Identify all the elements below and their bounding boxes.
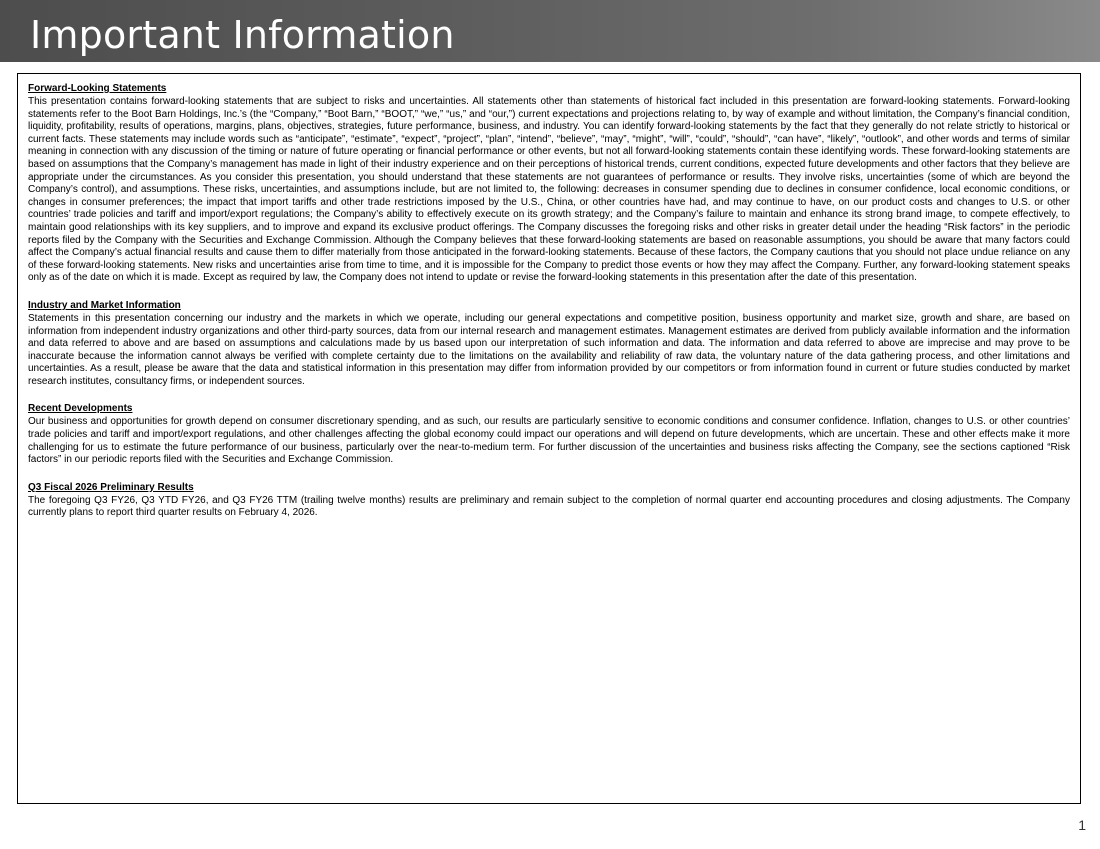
section-body: Our business and opportunities for growth depend on consumer discretionary spending, and as such, our results are particularly sensitive to economic conditions and consumer confidence. Inflation, changes to U.S. or other countries’ trade policies and tariff and import/export regulations, and other challenges affecting the global economy could impact our operations and will depend on future developments, which are uncertain. These and other effects make it more challenging for us to estimate the future performance of our business, particularly over the near-to-medium term. For further discussion of the uncertainties and business risks affecting the Company, see the sections captioned “Risk factors” in our periodic reports filed with the Securities and Exchange Commission.: [28, 416, 1070, 466]
section-body: Statements in this presentation concerning our industry and the markets in which we operate, including our general expectations and competitive position, business opportunity and market size, growth and share, are based on information from independent industry organizations and other third-party sources, data from our internal research and management estimates. Management estimates are derived from publicly available information and the information and data referred to above and are based on assumptions and calculations made by us based upon our interpretation of such information and data. The information and data referred to above are imprecise and may prove to be inaccurate because the information cannot always be verified with complete certainty due to the limitations on the availability and reliability of raw data, the voluntary nature of the data gathering process, and other limitations and uncertainties. As a result, please be aware that the data and statistical information in this presentation may differ from information provided by our competitors or from information found in current or future studies conducted by market research institutes, consultancy firms, or independent sources.: [28, 312, 1070, 387]
page-number: 1: [1078, 817, 1086, 833]
title-bar: [0, 0, 1100, 62]
section-heading: Forward-Looking Statements: [28, 83, 167, 94]
page-title: Important Information: [30, 13, 455, 57]
section-industry-market-information: [28, 300, 1070, 389]
section-heading: Industry and Market Information: [28, 299, 181, 311]
section-heading: Recent Developments: [28, 403, 133, 415]
section-body: The foregoing Q3 FY26, Q3 YTD FY26, and Q3 FY26 TTM (trailing twelve months) results are preliminary and remain subject to the completion of normal quarter end accounting procedures and closing adjustments. The Company currently plans to report third quarter results on February 4, 2026.: [28, 494, 1070, 519]
disclaimer-box: [17, 73, 1081, 804]
section-body: This presentation contains forward-looking statements that are subject to risks and uncertainties. All statements other than statements of historical fact included in this presentation are forward-looking statements. Forward-looking statements refer to the Boot Barn Holdings, Inc.’s (the “Company,” “Boot Barn,” “BOOT,” “we,” “us,” and “our,”) current expectations and projections relating to, by way of example and without limitation, the Company’s financial condition, liquidity, profitability, results of operations, margins, plans, objectives, strategies, future performance, business, and industry. You can identify forward-looking statements by the fact that they generally do not relate strictly to historical or current facts. These statements may include words such as “anticipate”, “estimate”, “expect”, “project”, “plan”, “intend”, “believe”, “may”, “might”, “will”, “could”, “should”, “can have”, “likely”, “outlook”, and other words and terms of similar meaning in connection with any discussion of the timing or nature of future operating or financial performance or other events, but not all forward-looking statements contain these identifying words. These forward-looking statements are based on assumptions that the Company’s management has made in light of their industry experience and on their perceptions of historical trends, current conditions, expected future developments and other factors that they believe are appropriate under the circumstances. As you consider this presentation, you should understand that these statements are not guarantees of performance or results. They involve risks, uncertainties (some of which are beyond the Company’s control), and assumptions. These risks, uncertainties, and assumptions include, but are not limited to, the following: decreases in consumer spending due to declines in consumer confidence, local economic conditions, or changes in consumer preferences; the impact that import tariffs and other trade restrictions imposed by the U.S., China, or other countries have had, and may continue to have, on our product costs and changes to U.S. or other countries’ trade policies and tariff and import/export regulations; the Company’s ability to effectively execute on its growth strategy; and the Company’s failure to maintain and enhance its strong brand image, to compete effectively, to maintain good relationships with its key suppliers, and to improve and expand its exclusive product offerings. The Company discusses the foregoing risks and other risks in greater detail under the heading “Risk factors” in the periodic reports filed by the Company with the Securities and Exchange Commission. Although the Company believes that these forward-looking statements are based on reasonable assumptions, you should be aware that many factors could affect the Company’s actual financial results and cause them to differ materially from those anticipated in the forward-looking statements. Because of these factors, the Company cautions that you should not place undue reliance on any of these forward-looking statements. New risks and uncertainties arise from time to time, and it is impossible for the Company to predict those events or how they may affect the Company. Further, any forward-looking statement speaks only as of the date on which it is made. Except as required by law, the Company does not intend to update or revise the forward-looking statements in this presentation after the date of this presentation.: [28, 96, 1070, 284]
section-q3-preliminary-results: [28, 482, 1070, 520]
section-recent-developments: [28, 403, 1070, 466]
section-heading: Q3 Fiscal 2026 Preliminary Results: [28, 481, 194, 493]
section-forward-looking-statements: [28, 83, 1070, 285]
